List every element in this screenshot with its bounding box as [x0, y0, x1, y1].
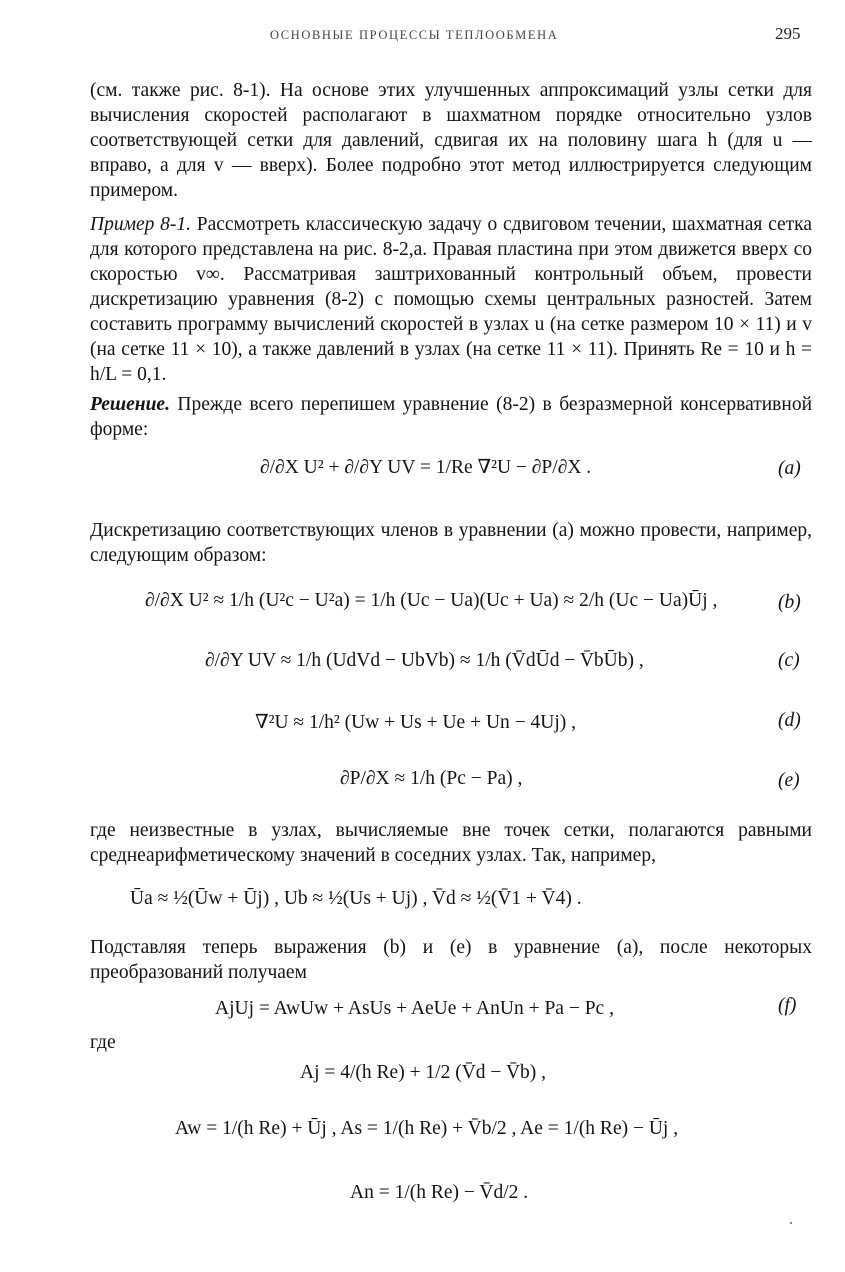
paragraph-substitution: Подставляя теперь выражения (b) и (e) в уравнение (a), после некоторых преобразований получаем [90, 937, 812, 983]
equation-b-label: (b) [778, 592, 801, 613]
equation-c: ∂/∂Y UV ≈ 1/h (UdVd − UbVb) ≈ 1/h (V̄dŪd − V̄bŪb) , [205, 650, 644, 671]
equation-f-label: (f) [778, 995, 797, 1016]
paragraph-solution [90, 392, 812, 442]
equation-f: AjUj = AwUw + AsUs + AeUe + AnUn + Pa − Pc , [215, 998, 614, 1019]
equation-e-label: (e) [778, 770, 800, 791]
solution-label: Решение. [90, 394, 170, 415]
page-number: 295 [775, 24, 801, 43]
example-label: Пример 8-1. [90, 214, 192, 235]
running-head: ОСНОВНЫЕ ПРОЦЕССЫ ТЕПЛООБМЕНА [270, 28, 559, 42]
equation-d: ∇²U ≈ 1/h² (Uw + Us + Ue + Un − 4Uj) , [255, 712, 577, 733]
paragraph-intro: (см. также рис. 8-1). На основе этих улучшенных аппроксимаций узлы сетки для вычисления скоростей располагают в шахматном порядке относительно узлов соответствующей сетки для давлений, сдвигая их на половину шага h (для u — вправо, а для v — вверх). Более подробно этот метод иллюстрируется следующим примером. [90, 80, 812, 201]
equation-Aj: Aj = 4/(h Re) + 1/2 (V̄d − V̄b) , [300, 1062, 547, 1083]
paragraph-example [90, 212, 812, 387]
solution-text: Прежде всего перепишем уравнение (8-2) в безразмерной консервативной форме: [90, 394, 812, 440]
equation-averages: Ūa ≈ ½(Ūw + Ūj) , Ub ≈ ½(Us + Uj) , V̄d ≈ ½(V̄1 + V̄4) . [130, 888, 582, 909]
paragraph-discretization: Дискретизацию соответствующих членов в уравнении (a) можно провести, например, следующим образом: [90, 520, 812, 566]
equation-c-label: (c) [778, 650, 800, 671]
equation-Aw-As-Ae: Aw = 1/(h Re) + Ūj , As = 1/(h Re) + V̄b/2 , Ae = 1/(h Re) − Ūj , [175, 1118, 679, 1139]
scan-speck [790, 1222, 792, 1224]
equation-a-label: (a) [778, 458, 801, 479]
example-text: Рассмотреть классическую задачу о сдвиговом течении, шахматная сетка для которого представлена на рис. 8-2,а. Правая пластина при этом движется вверх со скоростью v∞. Рассматривая заштрихованный контрольный объем, провести дискретизацию уравнения (8-2) с помощью схемы центральных разностей. Затем составить программу вычислений скоростей в узлах u (на сетке размером 10 × 11) и v (на сетке 11 × 10), а также давлений в узлах (на сетке 11 × 11). Принять Re = 10 и h = h/L = 0,1. [90, 214, 812, 385]
equation-e: ∂P/∂X ≈ 1/h (Pc − Pa) , [340, 768, 523, 789]
paragraph-unknowns: где неизвестные в узлах, вычисляемые вне точек сетки, полагаются равными среднеарифметическому значений в соседних узлах. Так, например, [90, 820, 812, 866]
equation-An: An = 1/(h Re) − V̄d/2 . [350, 1182, 529, 1203]
where-word: где [90, 1032, 116, 1053]
equation-a: ∂/∂X U² + ∂/∂Y UV = 1/Re ∇²U − ∂P/∂X . [260, 457, 592, 478]
equation-b: ∂/∂X U² ≈ 1/h (U²c − U²a) = 1/h (Uc − Ua)(Uc + Ua) ≈ 2/h (Uc − Ua)Ūj , [145, 590, 718, 611]
equation-d-label: (d) [778, 710, 801, 731]
